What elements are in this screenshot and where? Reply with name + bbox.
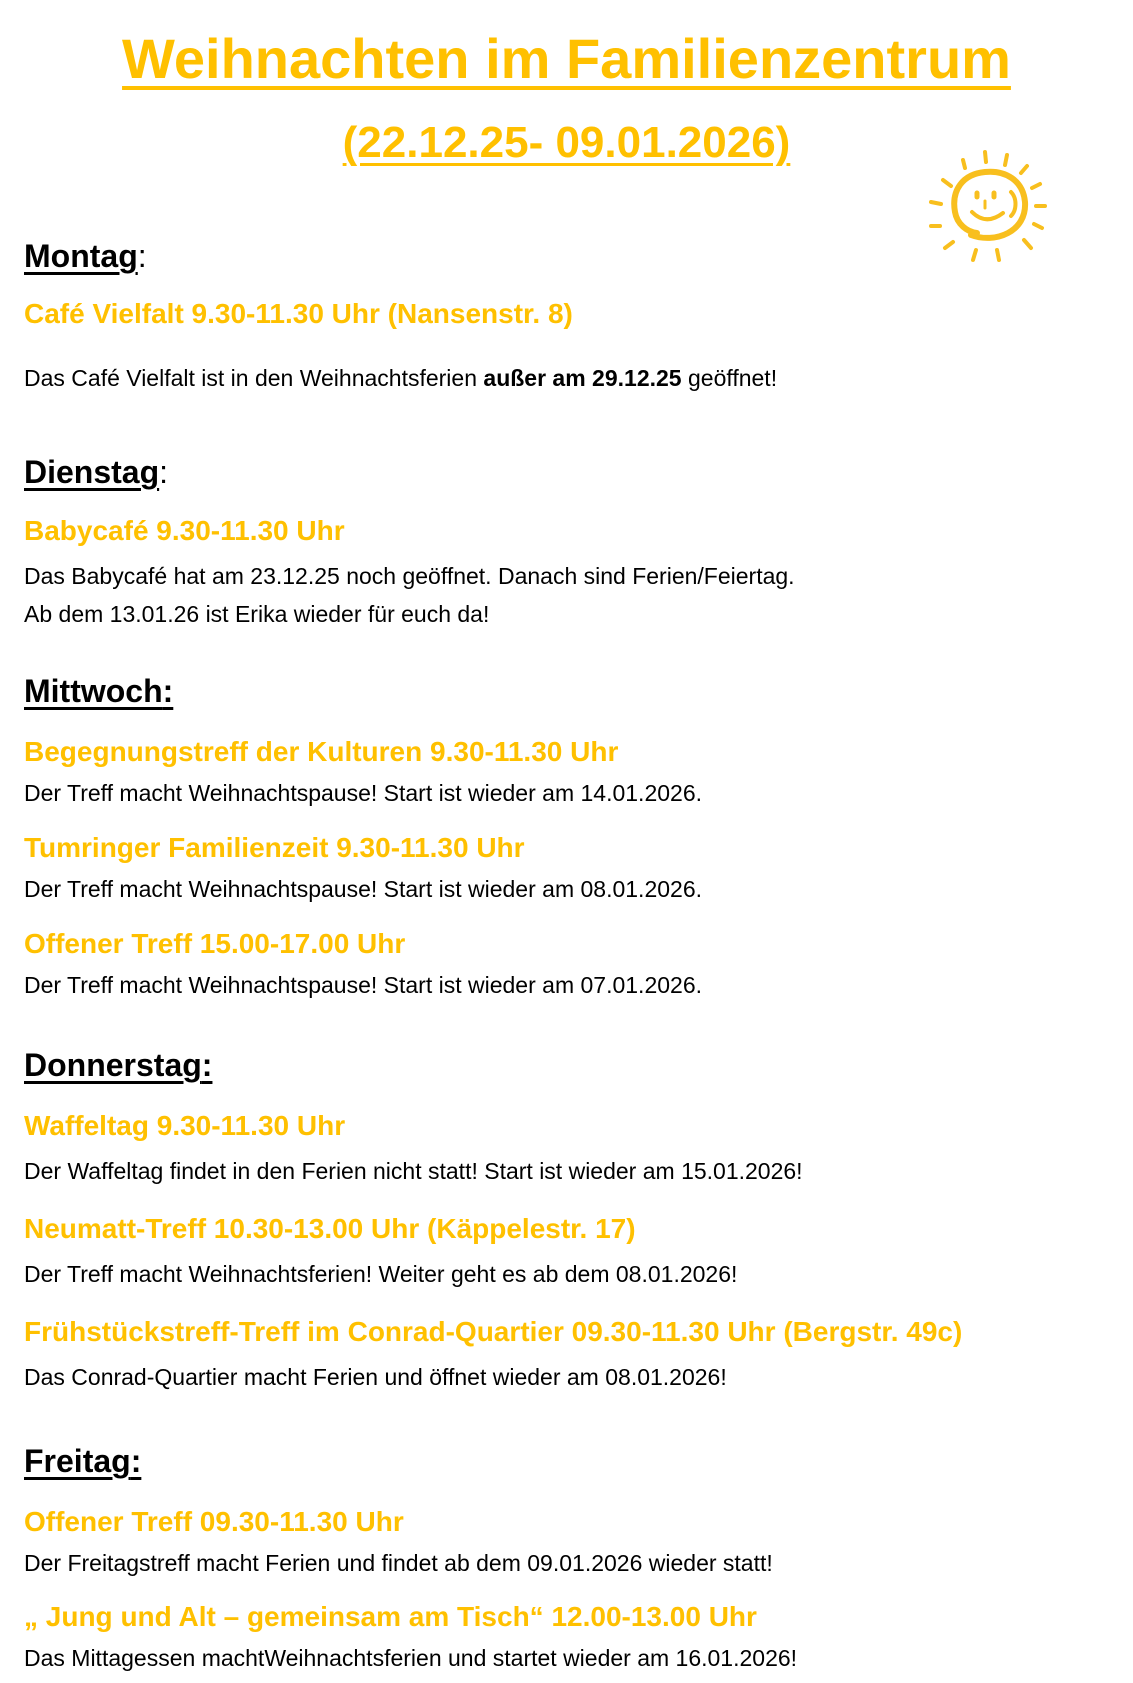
desc-bold: außer am 29.12.25 xyxy=(483,365,682,391)
day-heading-freitag xyxy=(24,1443,141,1480)
day-name: Donnerstag xyxy=(24,1047,202,1083)
day-heading-dienstag xyxy=(24,454,168,491)
event-description: Der Treff macht Weihnachtspause! Start ist wieder am 08.01.2026. xyxy=(24,876,702,902)
event-description: Das Conrad-Quartier macht Ferien und öffnet wieder am 08.01.2026! xyxy=(24,1364,727,1390)
event-title: „ Jung und Alt – gemeinsam am Tisch“ 12.00-13.00 Uhr xyxy=(24,1601,757,1632)
day-name: Freitag xyxy=(24,1443,131,1479)
day-colon: : xyxy=(201,1047,213,1083)
event-description: Der Waffeltag findet in den Ferien nicht statt! Start ist wieder am 15.01.2026! xyxy=(24,1158,803,1184)
event-description: Der Treff macht Weihnachtsferien! Weiter geht es ab dem 08.01.2026! xyxy=(24,1261,738,1287)
day-heading-mittwoch xyxy=(24,673,173,710)
desc-text: Das Café Vielfalt ist in den Weihnachtsferien xyxy=(24,365,484,391)
event-title: Offener Treff 09.30-11.30 Uhr xyxy=(24,1506,404,1537)
day-heading-montag xyxy=(24,238,147,275)
event-title: Neumatt-Treff 10.30-13.00 Uhr (Käppelestr. 17) xyxy=(24,1213,636,1244)
event-title: Tumringer Familienzeit 9.30-11.30 Uhr xyxy=(24,832,525,863)
day-name: Dienstag xyxy=(24,454,160,490)
desc-text: geöffnet! xyxy=(681,365,778,391)
event-title: Frühstückstreff-Treff im Conrad-Quartier 09.30-11.30 Uhr (Bergstr. 49c) xyxy=(24,1316,963,1347)
day-colon: : xyxy=(137,238,147,274)
page-title xyxy=(0,26,1133,91)
page-title-text: Weihnachten im Familienzentrum xyxy=(122,27,1011,90)
event-description: Ab dem 13.01.26 ist Erika wieder für euch da! xyxy=(24,601,490,627)
day-colon: : xyxy=(130,1443,142,1479)
day-heading-donnerstag xyxy=(24,1047,212,1084)
event-description: Das Mittagessen machtWeihnachtsferien und startet wieder am 16.01.2026! xyxy=(24,1645,798,1671)
smiling-sun-icon xyxy=(915,140,1055,270)
date-range-text: (22.12.25- 09.01.2026) xyxy=(342,118,791,167)
event-title: Babycafé 9.30-11.30 Uhr xyxy=(24,515,345,546)
event-description: Der Freitagstreff macht Ferien und findet ab dem 09.01.2026 wieder statt! xyxy=(24,1550,773,1576)
event-title: Begegnungstreff der Kulturen 9.30-11.30 Uhr xyxy=(24,736,619,767)
day-name: Montag xyxy=(24,238,138,274)
event-title: Café Vielfalt 9.30-11.30 Uhr (Nansenstr. 8) xyxy=(24,298,573,329)
event-description xyxy=(24,365,777,392)
event-description: Das Babycafé hat am 23.12.25 noch geöffnet. Danach sind Ferien/Feiertag. xyxy=(24,563,795,589)
event-title: Offener Treff 15.00-17.00 Uhr xyxy=(24,928,406,959)
event-title: Waffeltag 9.30-11.30 Uhr xyxy=(24,1110,346,1141)
day-name: Mittwoch xyxy=(24,673,163,709)
day-colon: : xyxy=(162,673,174,709)
event-description: Der Treff macht Weihnachtspause! Start ist wieder am 07.01.2026. xyxy=(24,972,702,998)
event-description: Der Treff macht Weihnachtspause! Start ist wieder am 14.01.2026. xyxy=(24,780,702,806)
day-colon: : xyxy=(159,454,169,490)
